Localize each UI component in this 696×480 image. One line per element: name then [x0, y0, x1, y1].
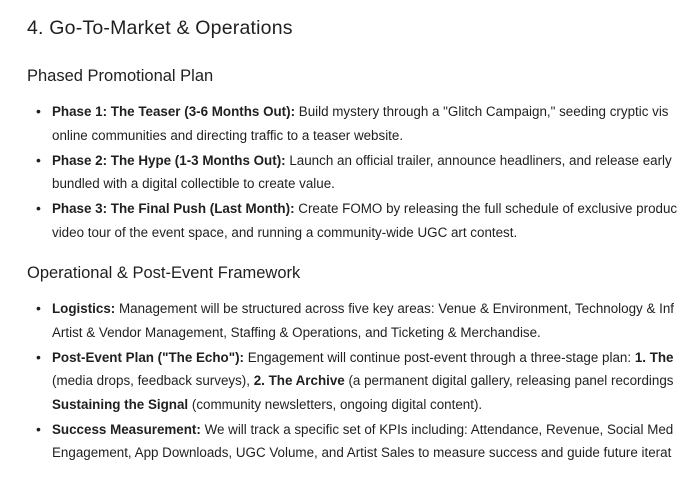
text-line [52, 172, 696, 196]
section-heading-promotional-plan: Phased Promotional Plan [27, 67, 214, 85]
list-item [0, 100, 696, 147]
text-line [52, 149, 696, 173]
body-text: Engagement will continue post-event through a three-stage plan: [244, 349, 635, 365]
body-text: (media drops, feedback surveys), [52, 373, 254, 388]
text-line [52, 221, 696, 245]
bullet-icon: • [36, 348, 41, 365]
text-line [52, 346, 696, 370]
body-text: bundled with a digital collectible to create value. [52, 176, 335, 191]
text-line [52, 124, 696, 148]
bold-text: Phase 1: The Teaser (3-6 Months Out): [52, 104, 296, 119]
text-line [52, 197, 696, 221]
bold-text: Post-Event Plan ("The Echo"): [52, 349, 244, 365]
bold-text: Phase 2: The Hype (1-3 Months Out): [52, 152, 286, 168]
text-line [52, 369, 696, 393]
text-line [52, 100, 696, 124]
bold-text: 1. The [634, 349, 674, 365]
bullet-icon: • [36, 300, 41, 316]
body-text: (community newsletters, ongoing digital content). [188, 396, 483, 412]
body-text: Create FOMO by releasing the full schedule of exclusive produc [294, 201, 678, 216]
text-line [52, 321, 696, 345]
body-text: online communities and directing traffic to a teaser website. [52, 127, 404, 143]
bold-text: Sustaining the Signal [52, 396, 189, 412]
list-item [0, 297, 696, 344]
bold-text: Success Measurement: [52, 421, 201, 437]
bullet-icon: • [36, 420, 41, 437]
bullet-icon: • [36, 103, 41, 119]
list-item [0, 418, 696, 465]
text-line [52, 441, 696, 465]
operational-framework-list [0, 297, 696, 465]
bold-text: Phase 3: The Final Push (Last Month): [52, 201, 295, 216]
text-line [52, 418, 696, 442]
bold-text: Logistics: [52, 301, 116, 316]
page-title: 4. Go-To-Market & Operations [27, 17, 293, 39]
body-text: We will track a specific set of KPIs including: Attendance, Revenue, Social Med [200, 421, 674, 437]
body-text: Build mystery through a "Glitch Campaign," seeding cryptic vis [295, 104, 669, 119]
list-item [0, 149, 696, 196]
body-text: Artist & Vendor Management, Staffing & Operations, and Ticketing & Merchandise. [52, 324, 541, 340]
list-item [0, 197, 696, 244]
body-text: Engagement, App Downloads, UGC Volume, and Artist Sales to measure success and guide future iterat [52, 445, 672, 460]
section-heading-operational-framework: Operational & Post-Event Framework [27, 264, 301, 282]
text-line [52, 297, 696, 321]
bullet-icon: • [36, 200, 41, 216]
bullet-icon: • [36, 151, 41, 168]
body-text: Management will be structured across five key areas: Venue & Environment, Technology & Inf [115, 301, 674, 316]
list-item [0, 346, 696, 417]
bold-text: 2. The Archive [253, 373, 345, 388]
body-text: video tour of the event space, and running a community-wide UGC art contest. [52, 224, 518, 240]
body-text: (a permanent digital gallery, releasing panel recordings [344, 373, 674, 388]
text-line [52, 393, 696, 417]
body-text: Launch an official trailer, announce headliners, and release early [285, 152, 672, 168]
promotional-plan-list [0, 100, 696, 244]
